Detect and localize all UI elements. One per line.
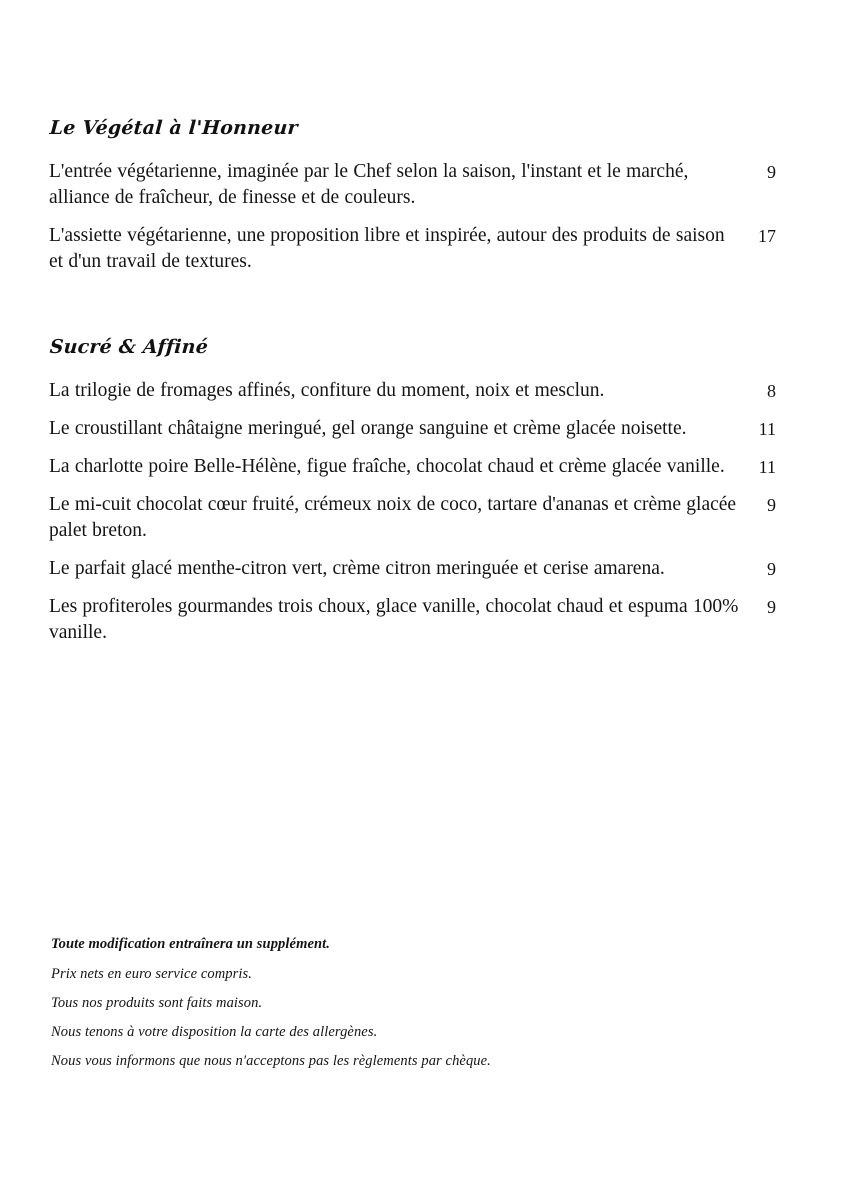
item-description: Le parfait glacé menthe-citron vert, crème citron meringuée et cerise amarena. [49, 557, 665, 579]
footer-notes [51, 935, 751, 1070]
footer-note: Nous tenons à votre disposition la carte des allergènes. [51, 1024, 378, 1040]
item-price: 9 [767, 494, 776, 515]
menu-item [49, 223, 795, 275]
menu-item [49, 454, 795, 480]
footer-note: Prix nets en euro service compris. [51, 966, 252, 982]
item-price: 9 [767, 558, 776, 579]
item-price: 11 [758, 418, 776, 439]
menu-content [49, 118, 795, 646]
menu-item [49, 378, 795, 404]
item-description: Les profiteroles gourmandes trois choux, glace vanille, chocolat chaud et espuma 100% vanille. [49, 595, 739, 643]
item-description: Le croustillant châtaigne meringué, gel orange sanguine et crème glacée noisette. [49, 417, 687, 439]
menu-section-sucre-affine [49, 337, 795, 646]
menu-section-vegetal [49, 118, 795, 275]
item-price: 8 [767, 380, 776, 401]
menu-item [49, 492, 795, 544]
section-heading-sucre-affine: Sucré & Affiné [48, 335, 209, 358]
item-price: 9 [767, 161, 776, 182]
section-heading-vegetal: Le Végétal à l'Honneur [48, 117, 299, 139]
menu-item [49, 556, 795, 582]
item-description: L'assiette végétarienne, une proposition libre et inspirée, autour des produits de saison et d'un travail de textures. [49, 224, 725, 272]
item-description: Le mi-cuit chocolat cœur fruité, crémeux noix de coco, tartare d'ananas et crème glacée palet breton. [49, 493, 737, 541]
footer-note: Toute modification entraînera un supplément. [51, 936, 331, 952]
item-description: L'entrée végétarienne, imaginée par le Chef selon la saison, l'instant et le marché, alliance de fraîcheur, de finesse et de couleurs. [49, 160, 689, 208]
item-price: 11 [758, 456, 776, 477]
footer-note: Nous vous informons que nous n'acceptons pas les règlements par chèque. [51, 1053, 491, 1069]
item-price: 17 [758, 225, 776, 246]
item-price: 9 [767, 596, 776, 617]
menu-item [49, 594, 795, 646]
item-description: La trilogie de fromages affinés, confiture du moment, noix et mesclun. [49, 379, 605, 401]
footer-note: Tous nos produits sont faits maison. [51, 995, 263, 1011]
menu-item [49, 416, 795, 442]
item-description: La charlotte poire Belle-Hélène, figue fraîche, chocolat chaud et crème glacée vanille. [49, 455, 725, 477]
menu-item [49, 159, 795, 211]
